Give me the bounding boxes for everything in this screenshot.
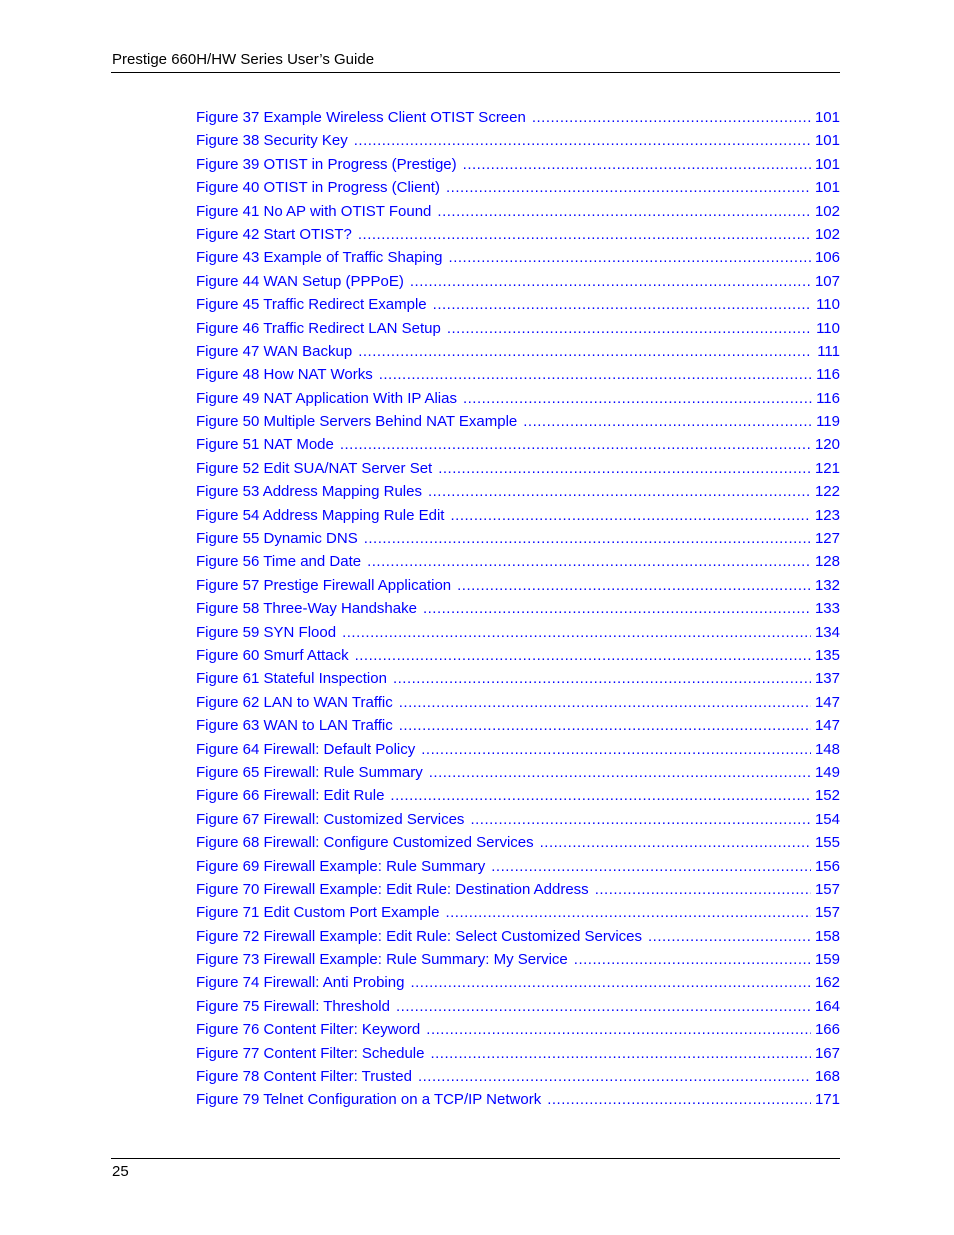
toc-entry-page: 162 <box>814 974 840 992</box>
dot-leader <box>410 270 811 293</box>
toc-entry-title: Figure 79 Telnet Configuration on a TCP/IP Network <box>196 1091 542 1109</box>
dot-leader <box>547 1088 811 1111</box>
page-header <box>111 50 840 73</box>
toc-entry-page: 157 <box>814 904 840 922</box>
toc-entry-title: Figure 55 Dynamic DNS <box>196 530 358 548</box>
dot-leader <box>574 948 811 971</box>
toc-entry-link[interactable] <box>196 667 840 690</box>
toc-entry-link[interactable] <box>196 550 840 573</box>
toc-item <box>196 574 840 597</box>
toc-entry-page: 127 <box>814 530 840 548</box>
toc-entry-page: 123 <box>814 506 840 524</box>
toc-entry-title: Figure 62 LAN to WAN Traffic <box>196 693 393 711</box>
dot-leader <box>355 644 811 667</box>
toc-entry-link[interactable] <box>196 644 840 667</box>
toc-entry-link[interactable] <box>196 925 840 948</box>
toc-entry-page: 156 <box>814 857 840 875</box>
toc-entry-page: 101 <box>814 109 840 126</box>
toc-entry-title: Figure 77 Content Filter: Schedule <box>196 1044 425 1062</box>
dot-leader <box>364 527 811 550</box>
toc-entry-title: Figure 78 Content Filter: Trusted <box>196 1068 412 1086</box>
toc-entry-title: Figure 71 Edit Custom Port Example <box>196 904 440 922</box>
toc-entry-link[interactable] <box>196 457 840 480</box>
toc-item <box>196 176 840 199</box>
toc-entry-link[interactable] <box>196 738 840 761</box>
dot-leader <box>410 971 811 994</box>
toc-entry-title: Figure 54 Address Mapping Rule Edit <box>196 506 445 524</box>
toc-entry-link[interactable] <box>196 995 840 1018</box>
toc-item <box>196 738 840 761</box>
toc-entry-title: Figure 37 Example Wireless Client OTIST Screen <box>196 109 526 126</box>
dot-leader <box>648 925 811 948</box>
toc-entry-link[interactable] <box>196 621 840 644</box>
dot-leader <box>470 808 811 831</box>
toc-item <box>196 457 840 480</box>
toc-item <box>196 948 840 971</box>
toc-entry-link[interactable] <box>196 410 840 433</box>
dot-leader <box>354 129 811 152</box>
toc-entry-title: Figure 48 How NAT Works <box>196 366 373 384</box>
toc-entry-page: 121 <box>814 459 840 477</box>
toc-entry-title: Figure 58 Three-Way Handshake <box>196 600 417 618</box>
toc-entry-page: 116 <box>816 389 840 407</box>
toc-entry-page: 119 <box>816 413 840 431</box>
dot-leader <box>426 1018 811 1041</box>
toc-entry-link[interactable] <box>196 855 840 878</box>
toc-entry-link[interactable] <box>196 1018 840 1041</box>
dot-leader <box>595 878 811 901</box>
toc-entry-page: 159 <box>814 951 840 969</box>
dot-leader <box>342 621 811 644</box>
toc-entry-title: Figure 41 No AP with OTIST Found <box>196 202 432 220</box>
toc-item <box>196 971 840 994</box>
dot-leader <box>399 691 811 714</box>
toc-entry-title: Figure 63 WAN to LAN Traffic <box>196 717 393 735</box>
toc-entry-link[interactable] <box>196 200 840 223</box>
toc-entry-link[interactable] <box>196 691 840 714</box>
toc-entry-link[interactable] <box>196 246 840 269</box>
toc-entry-page: 101 <box>814 132 840 150</box>
dot-leader <box>390 784 811 807</box>
toc-item <box>196 644 840 667</box>
toc-entry-title: Figure 70 Firewall Example: Edit Rule: Destination Address <box>196 880 589 898</box>
toc-entry-page: 120 <box>814 436 840 454</box>
dot-leader <box>449 246 811 269</box>
toc-entry-page: 111 <box>817 342 840 360</box>
toc-item <box>196 387 840 410</box>
toc-entry-title: Figure 43 Example of Traffic Shaping <box>196 249 443 267</box>
toc-item <box>196 901 840 924</box>
toc-item <box>196 363 840 386</box>
toc-item <box>196 200 840 223</box>
toc-entry-link[interactable] <box>196 1042 840 1065</box>
toc-entry-title: Figure 46 Traffic Redirect LAN Setup <box>196 319 441 337</box>
toc-item <box>196 153 840 176</box>
toc-entry-title: Figure 44 WAN Setup (PPPoE) <box>196 272 404 290</box>
dot-leader <box>446 176 811 199</box>
toc-entry-title: Figure 60 Smurf Attack <box>196 646 349 664</box>
dot-leader <box>457 574 811 597</box>
toc-item <box>196 340 840 363</box>
dot-leader <box>437 200 811 223</box>
toc-entry-link[interactable] <box>196 948 840 971</box>
toc-entry-page: 122 <box>814 483 840 501</box>
toc-entry-title: Figure 72 Firewall Example: Edit Rule: Select Customized Services <box>196 927 643 945</box>
toc-item <box>196 223 840 246</box>
toc-entry-page: 155 <box>814 834 840 852</box>
toc-entry-title: Figure 57 Prestige Firewall Application <box>196 576 452 594</box>
toc-item <box>196 714 840 737</box>
toc-entry-page: 106 <box>814 249 840 267</box>
dot-leader <box>532 106 811 129</box>
toc-item <box>196 1088 840 1111</box>
toc-entry-page: 101 <box>814 179 840 197</box>
dot-leader <box>491 855 811 878</box>
dot-leader <box>379 363 812 386</box>
toc-entry-page: 164 <box>814 997 840 1015</box>
toc-entry-title: Figure 68 Firewall: Configure Customized Services <box>196 834 534 852</box>
toc-entry-page: 107 <box>814 272 840 290</box>
page-footer <box>111 1158 840 1180</box>
dot-leader <box>428 480 811 503</box>
toc-entry-title: Figure 56 Time and Date <box>196 553 362 571</box>
toc-entry-link[interactable] <box>196 129 840 152</box>
dot-leader <box>447 317 812 340</box>
toc-item <box>196 293 840 316</box>
toc-entry-link[interactable] <box>196 597 840 620</box>
toc-entry-page: 110 <box>816 296 840 314</box>
toc-entry-link[interactable] <box>196 340 840 363</box>
toc-entry-page: 134 <box>814 623 840 641</box>
toc-entry-link[interactable] <box>196 878 840 901</box>
dot-leader <box>523 410 812 433</box>
dot-leader <box>358 340 812 363</box>
toc-entry-link[interactable] <box>196 293 840 316</box>
toc-entry-title: Figure 59 SYN Flood <box>196 623 337 641</box>
dot-leader <box>438 457 811 480</box>
toc-entry-page: 168 <box>814 1068 840 1086</box>
toc-entry-page: 147 <box>814 717 840 735</box>
toc-entry-link[interactable] <box>196 784 840 807</box>
toc-entry-title: Figure 40 OTIST in Progress (Client) <box>196 179 440 197</box>
toc-entry-title: Figure 76 Content Filter: Keyword <box>196 1021 421 1039</box>
toc-entry-page: 171 <box>814 1091 840 1109</box>
toc-item <box>196 527 840 550</box>
toc-item <box>196 270 840 293</box>
toc-entry-link[interactable] <box>196 153 840 176</box>
toc-entry-link[interactable] <box>196 106 840 129</box>
dot-leader <box>421 738 811 761</box>
toc-entry-title: Figure 45 Traffic Redirect Example <box>196 296 427 314</box>
toc-entry-page: 149 <box>814 763 840 781</box>
list-of-figures <box>196 106 840 1112</box>
dot-leader <box>429 761 811 784</box>
toc-entry-link[interactable] <box>196 363 840 386</box>
toc-entry-title: Figure 61 Stateful Inspection <box>196 670 387 688</box>
toc-item <box>196 1042 840 1065</box>
toc-item <box>196 831 840 854</box>
dot-leader <box>418 1065 811 1088</box>
dot-leader <box>358 223 811 246</box>
dot-leader <box>396 995 811 1018</box>
dot-leader <box>463 153 811 176</box>
toc-entry-title: Figure 53 Address Mapping Rules <box>196 483 422 501</box>
toc-entry-page: 132 <box>814 576 840 594</box>
toc-entry-link[interactable] <box>196 714 840 737</box>
toc-entry-page: 135 <box>814 646 840 664</box>
header-title: Prestige 660H/HW Series User’s Guide <box>112 51 375 68</box>
toc-item <box>196 317 840 340</box>
dot-leader <box>423 597 811 620</box>
toc-item <box>196 433 840 456</box>
toc-entry-page: 157 <box>814 880 840 898</box>
toc-item <box>196 480 840 503</box>
toc-entry-link[interactable] <box>196 761 840 784</box>
toc-item <box>196 925 840 948</box>
toc-entry-page: 148 <box>814 740 840 758</box>
toc-entry-page: 154 <box>814 810 840 828</box>
toc-entry-page: 152 <box>814 787 840 805</box>
toc-entry-link[interactable] <box>196 223 840 246</box>
toc-entry-title: Figure 42 Start OTIST? <box>196 225 352 243</box>
toc-item <box>196 1065 840 1088</box>
toc-entry-page: 166 <box>814 1021 840 1039</box>
toc-item <box>196 410 840 433</box>
toc-entry-title: Figure 65 Firewall: Rule Summary <box>196 763 423 781</box>
toc-item <box>196 784 840 807</box>
toc-entry-page: 102 <box>814 225 840 243</box>
toc-entry-title: Figure 47 WAN Backup <box>196 342 353 360</box>
toc-entry-title: Figure 64 Firewall: Default Policy <box>196 740 416 758</box>
toc-entry-page: 102 <box>814 202 840 220</box>
toc-item <box>196 808 840 831</box>
dot-leader <box>399 714 811 737</box>
toc-entry-link[interactable] <box>196 270 840 293</box>
toc-entry-link[interactable] <box>196 1088 840 1111</box>
toc-entry-page: 101 <box>814 155 840 173</box>
toc-item <box>196 106 840 129</box>
dot-leader <box>430 1042 811 1065</box>
toc-entry-link[interactable] <box>196 480 840 503</box>
toc-item <box>196 504 840 527</box>
toc-item <box>196 995 840 1018</box>
toc-entry-title: Figure 75 Firewall: Threshold <box>196 997 390 1015</box>
toc-item <box>196 129 840 152</box>
toc-entry-link[interactable] <box>196 574 840 597</box>
toc-entry-link[interactable] <box>196 527 840 550</box>
toc-entry-title: Figure 67 Firewall: Customized Services <box>196 810 465 828</box>
toc-item <box>196 621 840 644</box>
toc-item <box>196 550 840 573</box>
toc-entry-page: 128 <box>814 553 840 571</box>
toc-entry-title: Figure 49 NAT Application With IP Alias <box>196 389 457 407</box>
toc-entry-link[interactable] <box>196 176 840 199</box>
toc-entry-link[interactable] <box>196 808 840 831</box>
toc-item <box>196 855 840 878</box>
toc-item <box>196 761 840 784</box>
toc-item <box>196 1018 840 1041</box>
dot-leader <box>433 293 812 316</box>
toc-entry-title: Figure 73 Firewall Example: Rule Summary: My Service <box>196 951 568 969</box>
toc-item <box>196 597 840 620</box>
toc-entry-title: Figure 50 Multiple Servers Behind NAT Example <box>196 413 518 431</box>
toc-entry-link[interactable] <box>196 504 840 527</box>
toc-entry-link[interactable] <box>196 1065 840 1088</box>
dot-leader <box>463 387 812 410</box>
dot-leader <box>445 901 811 924</box>
toc-entry-link[interactable] <box>196 971 840 994</box>
toc-entry-title: Figure 38 Security Key <box>196 132 348 150</box>
toc-entry-title: Figure 52 Edit SUA/NAT Server Set <box>196 459 433 477</box>
toc-item <box>196 878 840 901</box>
toc-entry-link[interactable] <box>196 433 840 456</box>
toc-entry-page: 147 <box>814 693 840 711</box>
toc-entry-title: Figure 66 Firewall: Edit Rule <box>196 787 385 805</box>
toc-entry-page: 167 <box>814 1044 840 1062</box>
page-number: 25 <box>112 1163 129 1180</box>
toc-entry-link[interactable] <box>196 831 840 854</box>
toc-item <box>196 246 840 269</box>
toc-entry-link[interactable] <box>196 317 840 340</box>
toc-entry-page: 137 <box>814 670 840 688</box>
toc-entry-title: Figure 39 OTIST in Progress (Prestige) <box>196 155 457 173</box>
toc-entry-page: 133 <box>814 600 840 618</box>
toc-entry-link[interactable] <box>196 387 840 410</box>
dot-leader <box>540 831 811 854</box>
toc-entry-page: 110 <box>816 319 840 337</box>
toc-entry-title: Figure 74 Firewall: Anti Probing <box>196 974 405 992</box>
toc-entry-title: Figure 51 NAT Mode <box>196 436 334 454</box>
toc-item <box>196 691 840 714</box>
toc-entry-title: Figure 69 Firewall Example: Rule Summary <box>196 857 486 875</box>
toc-item <box>196 667 840 690</box>
toc-entry-link[interactable] <box>196 901 840 924</box>
dot-leader <box>340 433 811 456</box>
dot-leader <box>393 667 811 690</box>
toc-entry-page: 158 <box>814 927 840 945</box>
dot-leader <box>450 504 810 527</box>
toc-entry-page: 116 <box>816 366 840 384</box>
dot-leader <box>367 550 811 573</box>
